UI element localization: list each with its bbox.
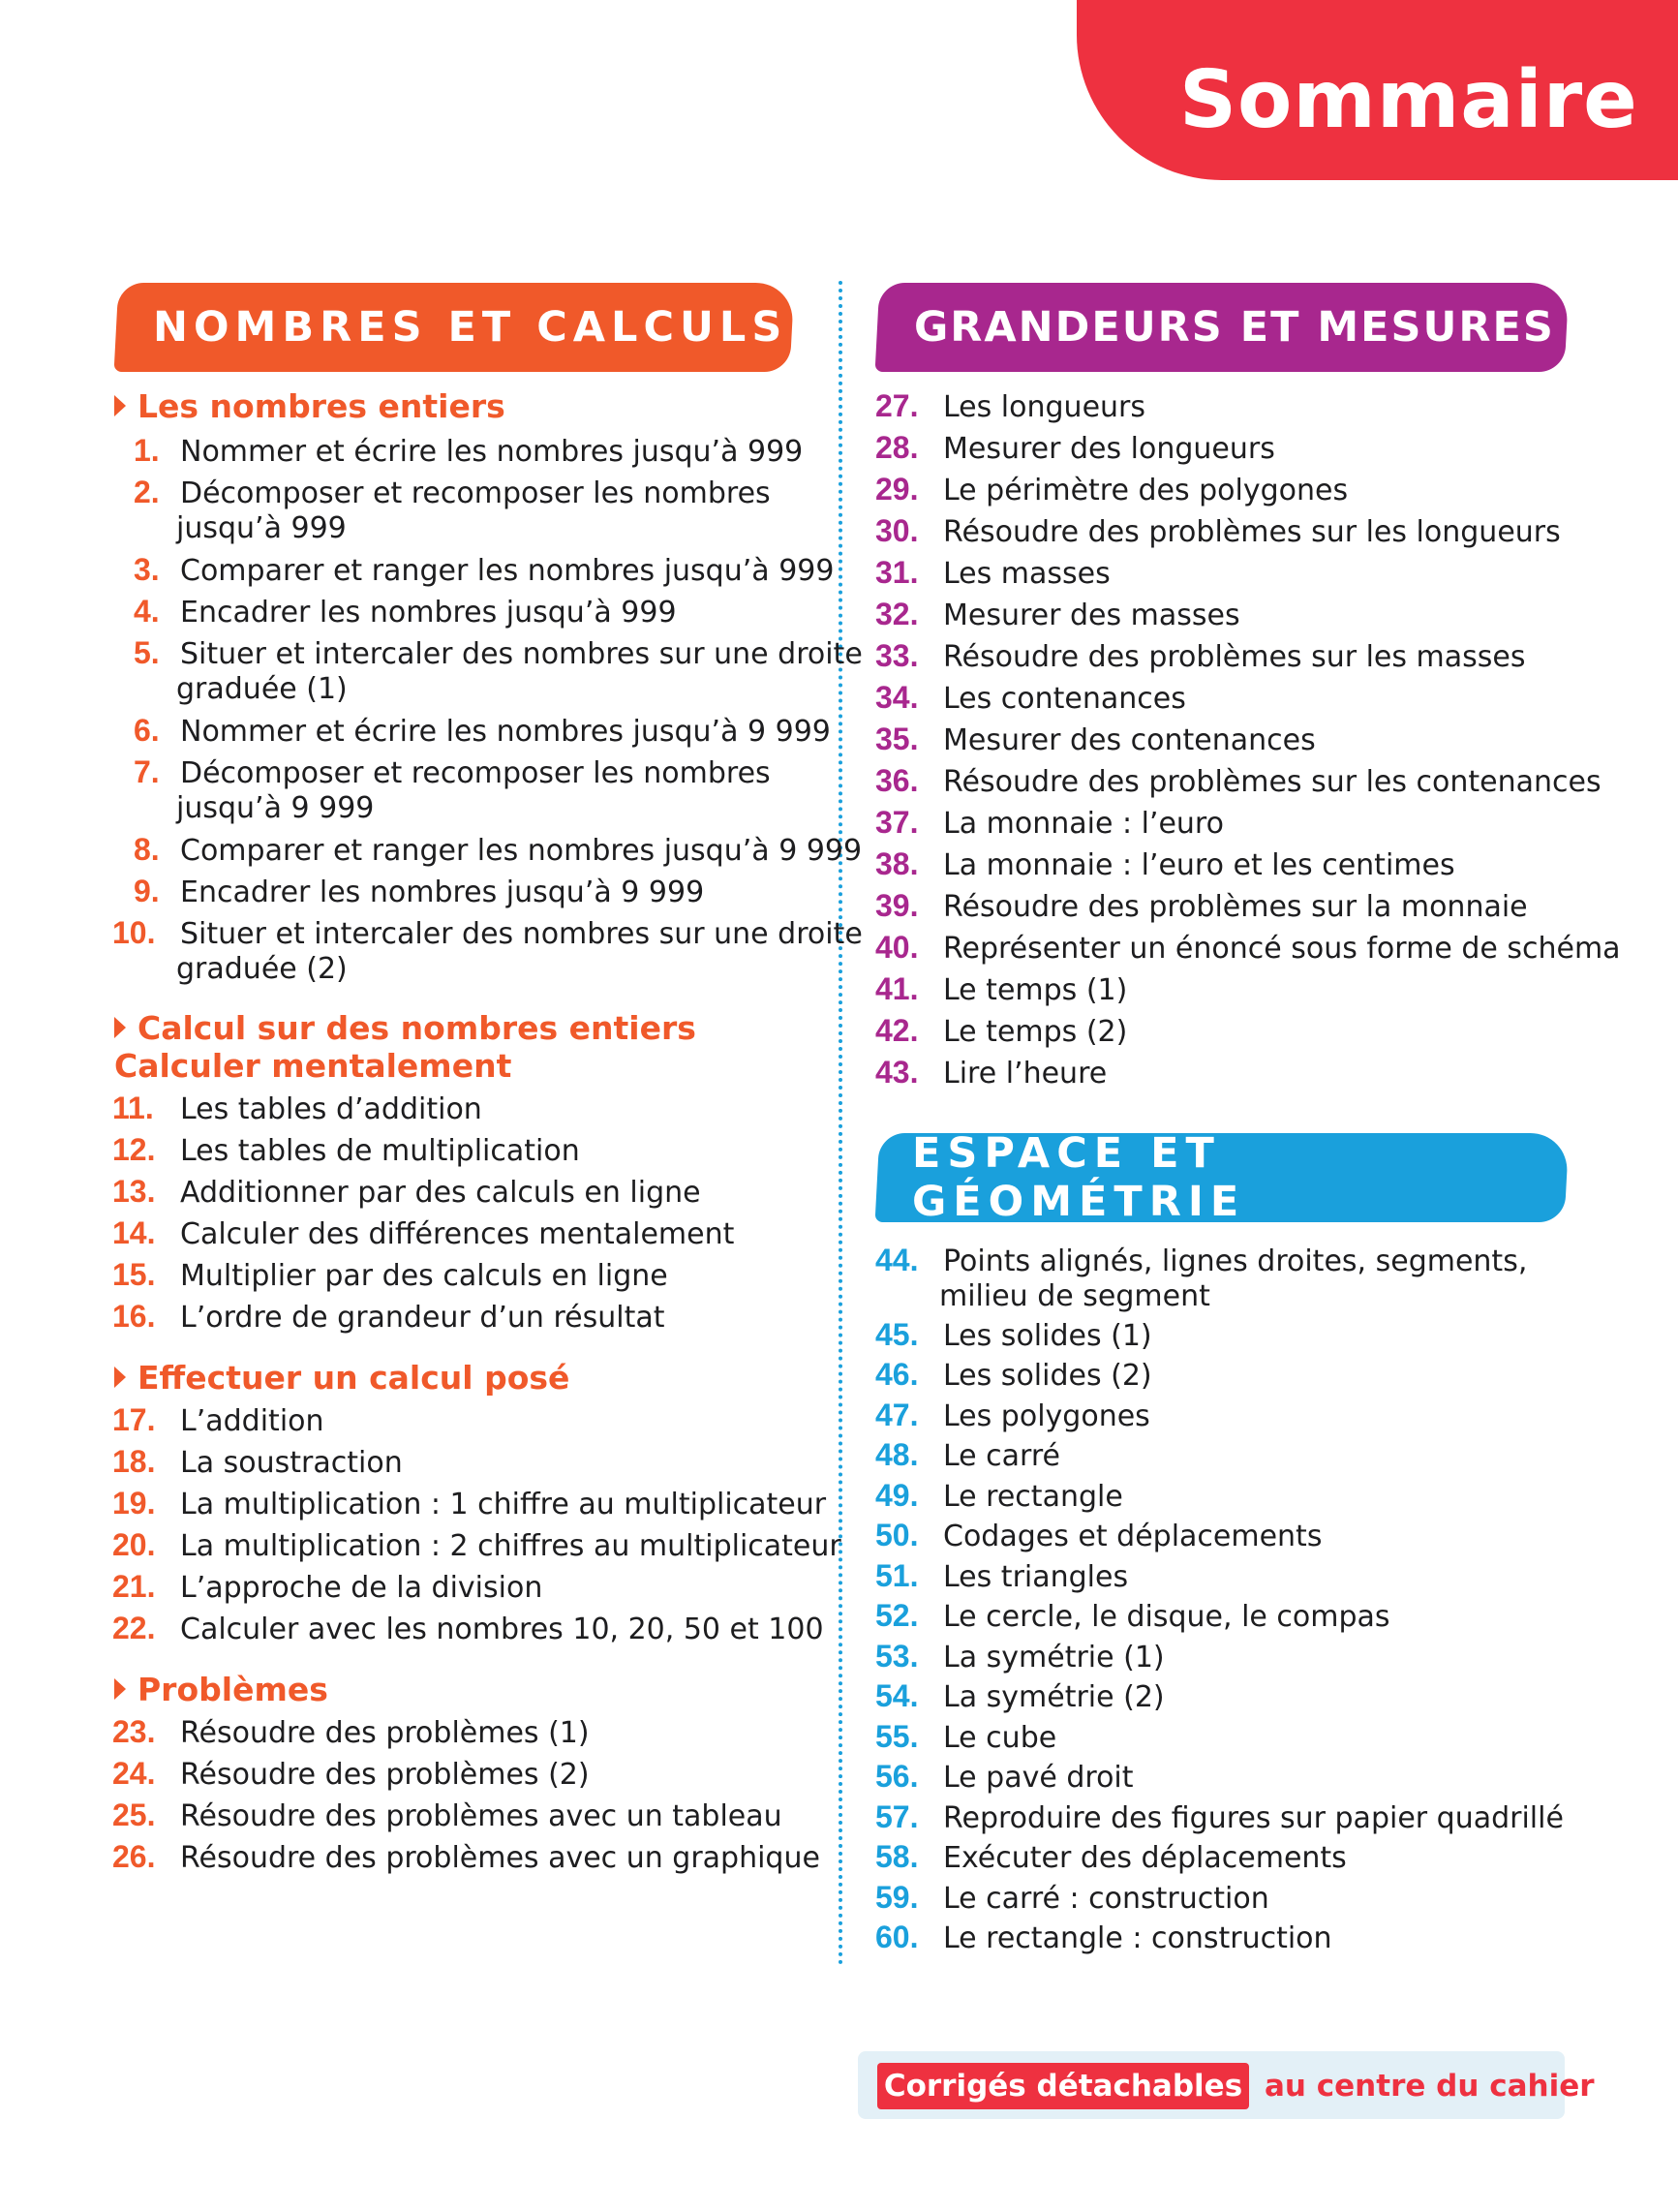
entry-title: Les solides (1) [943,1319,1152,1353]
toc-entry [875,1638,1165,1676]
entry-number: 48. [875,1437,919,1472]
entry-number: 35. [875,722,919,756]
entry-title-continued: jusqu’à 999 [176,511,347,545]
entry-number: 45. [875,1317,919,1352]
subsection-label: Calculer mentalement [114,1047,512,1085]
section-title-grandeurs: GRANDEURS ET MESURES [914,303,1555,352]
entry-title: Mesurer des masses [943,599,1240,632]
entry-number: 10. [112,915,156,950]
entry-number: 15. [112,1257,156,1292]
entry-number: 29. [875,472,919,507]
entry-title: Résoudre des problèmes (2) [180,1758,590,1792]
entry-title: Les tables d’addition [180,1092,482,1126]
toc-entry [875,1012,1127,1051]
footer-text: au centre du cahier [1265,2069,1595,2104]
entry-number: 52. [875,1598,919,1633]
toc-entry [112,1526,841,1565]
toc-entry [134,873,704,911]
entry-title: Le carré : construction [943,1882,1269,1916]
entry-number: 3. [134,552,160,587]
entry-number: 60. [875,1920,919,1954]
entry-title: Décomposer et recomposer les nombres [180,756,771,790]
toc-entry [875,845,1455,884]
entry-title: Additionner par des calculs en ligne [180,1176,701,1210]
toc-entry [875,1054,1107,1092]
entry-title-continued: jusqu’à 9 999 [176,791,375,825]
entry-title: Le temps (1) [943,973,1128,1007]
entry-title: Nommer et écrire les nombres jusqu’à 9 999 [180,715,831,749]
subsection-heading [114,1047,511,1086]
entry-title: Multiplier par des calculs en ligne [180,1259,668,1293]
entry-title: Le cube [943,1721,1057,1755]
entry-title: Le rectangle : construction [943,1921,1332,1955]
entry-title: Représenter un énoncé sous forme de schéma [943,932,1621,966]
toc-entry [112,914,863,953]
entry-number: 9. [134,874,160,908]
toc-entry [112,1256,668,1295]
entry-title: La multiplication : 1 chiffre au multiplicateur [180,1488,827,1521]
entry-title: Les masses [943,557,1111,591]
entry-number: 20. [112,1527,156,1562]
entry-number: 25. [112,1797,156,1832]
entry-number: 43. [875,1055,919,1090]
page-title: Sommaire [1179,54,1638,146]
toc-entry [875,1242,1527,1280]
entry-number: 28. [875,430,919,465]
entry-number: 41. [875,971,919,1006]
entry-number: 56. [875,1759,919,1794]
entry-title: Résoudre des problèmes sur la monnaie [943,890,1528,924]
entry-number: 32. [875,597,919,631]
entry-number: 31. [875,555,919,590]
subsection-label: Calcul sur des nombres entiers [137,1009,696,1047]
entry-number: 40. [875,930,919,965]
toc-entry [112,1214,734,1253]
toc-entry [875,762,1602,801]
bullet-icon [114,1017,126,1038]
entry-title: Encadrer les nombres jusqu’à 999 [180,596,677,630]
entry-number: 8. [134,832,160,867]
toc-entry [112,1610,824,1648]
toc-entry [875,1838,1347,1877]
entry-number: 27. [875,388,919,423]
column-divider [839,281,842,1966]
entry-title: La symétrie (1) [943,1641,1165,1674]
entry-number: 39. [875,888,919,923]
entry-number: 46. [875,1357,919,1392]
toc-entry [875,471,1348,509]
entry-title: Les polygones [943,1399,1150,1433]
toc-entry [875,429,1275,468]
subsection-heading [114,387,505,426]
toc-entry [134,634,863,673]
toc-entry [875,679,1186,718]
entry-title: Le périmètre des polygones [943,474,1349,507]
entry-number: 55. [875,1719,919,1754]
entry-title: Situer et intercaler des nombres sur une droite [180,917,863,951]
toc-entry [112,1298,664,1336]
entry-title: Résoudre des problèmes sur les masses [943,640,1526,674]
entry-title: L’ordre de grandeur d’un résultat [180,1301,665,1335]
entry-title: Les solides (2) [943,1359,1152,1393]
entry-title: Situer et intercaler des nombres sur une droite [180,637,863,671]
entry-title: Points alignés, lignes droites, segments, [943,1244,1528,1278]
entry-number: 18. [112,1444,156,1479]
entry-number: 11. [112,1091,154,1125]
entry-number: 57. [875,1799,919,1834]
entry-number: 34. [875,680,919,715]
toc-entry [134,712,831,751]
bullet-icon [114,1367,126,1388]
entry-title: Mesurer des longueurs [943,432,1275,466]
entry-number: 53. [875,1639,919,1674]
entry-number: 51. [875,1558,919,1593]
toc-entry [134,753,771,792]
entry-number: 54. [875,1678,919,1713]
entry-number: 12. [112,1132,156,1167]
entry-title: Lire l’heure [943,1057,1108,1091]
entry-number: 2. [134,475,160,509]
toc-entry [112,1173,701,1212]
entry-title-continued: graduée (2) [176,952,348,986]
entry-title: Comparer et ranger les nombres jusqu’à 9 999 [180,834,863,868]
entry-title: Calculer avec les nombres 10, 20, 50 et 100 [180,1613,824,1646]
entry-number: 13. [112,1174,156,1209]
entry-number: 42. [875,1013,919,1048]
toc-entry [875,1879,1269,1918]
entry-number: 33. [875,638,919,673]
toc-entry [875,1919,1332,1957]
entry-title: L’addition [180,1404,324,1438]
toc-entry [134,432,803,471]
entry-title: La multiplication : 2 chiffres au multiplicateur [180,1529,841,1563]
toc-entry [875,929,1621,968]
toc-entry [875,1798,1564,1837]
entry-number: 6. [134,713,160,748]
entry-title: Encadrer les nombres jusqu’à 9 999 [180,876,705,909]
entry-title: Exécuter des déplacements [943,1841,1347,1875]
entry-title: Le pavé droit [943,1761,1134,1795]
toc-entry [875,596,1240,634]
section-banner-nombres [114,283,795,372]
toc-entry [875,637,1526,676]
toc-entry [112,1401,324,1440]
entry-title-continued: graduée (1) [176,672,348,706]
toc-entry [112,1755,590,1794]
entry-number: 37. [875,805,919,840]
entry-title: Résoudre des problèmes (1) [180,1716,590,1750]
toc-entry [875,1397,1150,1435]
entry-title: Les contenances [943,682,1186,716]
toc-entry [875,512,1561,551]
entry-title: Les triangles [943,1560,1129,1594]
entry-number: 38. [875,846,919,881]
toc-entry [875,1557,1128,1596]
section-banner-grandeurs [875,283,1570,372]
subsection-label: Les nombres entiers [137,387,505,425]
toc-entry [875,721,1316,759]
bullet-icon [114,395,126,416]
section-title-espace: ESPACE ET GÉOMÉTRIE [912,1129,1246,1226]
entry-title: Le temps (2) [943,1015,1128,1049]
toc-entry [112,1568,542,1607]
subsection-label: Problèmes [137,1671,328,1708]
toc-entry [875,804,1224,843]
toc-entry [134,593,677,631]
entry-title: Résoudre des problèmes avec un tableau [180,1799,782,1833]
entry-title: Comparer et ranger les nombres jusqu’à 999 [180,554,835,588]
entry-number: 17. [112,1402,156,1437]
toc-entry [112,1090,482,1128]
toc-entry [875,1517,1322,1555]
entry-number: 24. [112,1756,156,1791]
toc-entry [875,1718,1056,1757]
entry-title-continued: milieu de segment [939,1279,1210,1313]
toc-entry [875,1597,1390,1636]
entry-number: 36. [875,763,919,798]
toc-entry [112,1838,820,1877]
entry-number: 26. [112,1839,156,1874]
entry-number: 1. [134,433,160,468]
toc-entry [112,1713,590,1752]
entry-number: 16. [112,1299,156,1334]
section-title-nombres: NOMBRES ET CALCULS [153,303,788,352]
toc-entry [875,1677,1165,1716]
toc-entry [112,1131,580,1170]
entry-title: L’approche de la division [180,1571,543,1605]
section-banner-espace [875,1129,1570,1226]
entry-title: Décomposer et recomposer les nombres [180,476,771,510]
entry-title: Les tables de multiplication [180,1134,580,1168]
toc-entry [112,1443,403,1482]
entry-title: Reproduire des figures sur papier quadrillé [943,1801,1564,1835]
toc-entry [134,831,862,870]
toc-entry [875,1436,1060,1475]
toc-entry [875,1758,1134,1797]
toc-entry [875,970,1127,1009]
entry-number: 50. [875,1518,919,1552]
entry-title: Le carré [943,1439,1060,1473]
entry-number: 22. [112,1611,156,1645]
entry-title: La monnaie : l’euro [943,807,1224,841]
toc-entry [134,551,834,590]
entry-number: 58. [875,1839,919,1874]
entry-number: 23. [112,1714,156,1749]
entry-title: Nommer et écrire les nombres jusqu’à 999 [180,435,804,469]
entry-title: Résoudre des problèmes sur les longueurs [943,515,1561,549]
toc-entry [875,387,1145,426]
toc-entry [112,1485,826,1523]
toc-entry [134,474,771,512]
entry-number: 19. [112,1486,156,1521]
entry-title: Le rectangle [943,1480,1123,1514]
entry-title: Mesurer des contenances [943,723,1316,757]
entry-title: Résoudre des problèmes sur les contenances [943,765,1602,799]
entry-number: 5. [134,635,160,670]
subsection-heading [114,1009,696,1048]
bullet-icon [114,1678,126,1700]
entry-number: 21. [112,1569,156,1604]
entry-title: Résoudre des problèmes avec un graphique [180,1841,820,1875]
entry-number: 49. [875,1478,919,1513]
entry-title: La symétrie (2) [943,1680,1165,1714]
toc-entry [875,1316,1152,1355]
subsection-heading [114,1671,328,1709]
toc-entry [875,1356,1152,1395]
entry-title: La monnaie : l’euro et les centimes [943,848,1455,882]
toc-entry [875,887,1528,926]
toc-entry [875,1477,1123,1516]
entry-number: 59. [875,1880,919,1915]
subsection-heading [114,1359,569,1398]
entry-title: Calculer des différences mentalement [180,1217,735,1251]
entry-number: 44. [875,1243,919,1277]
entry-title: Codages et déplacements [943,1520,1323,1553]
entry-title: Les longueurs [943,390,1146,424]
entry-title: Le cercle, le disque, le compas [943,1600,1390,1634]
toc-entry [112,1797,782,1835]
entry-number: 47. [875,1398,919,1432]
toc-entry [875,554,1111,593]
entry-number: 4. [134,594,160,629]
entry-number: 30. [875,513,919,548]
entry-number: 7. [134,754,160,789]
footer-badge: Corrigés détachables [877,2063,1249,2109]
subsection-label: Effectuer un calcul posé [137,1359,570,1397]
entry-title: La soustraction [180,1446,403,1480]
entry-number: 14. [112,1215,156,1250]
